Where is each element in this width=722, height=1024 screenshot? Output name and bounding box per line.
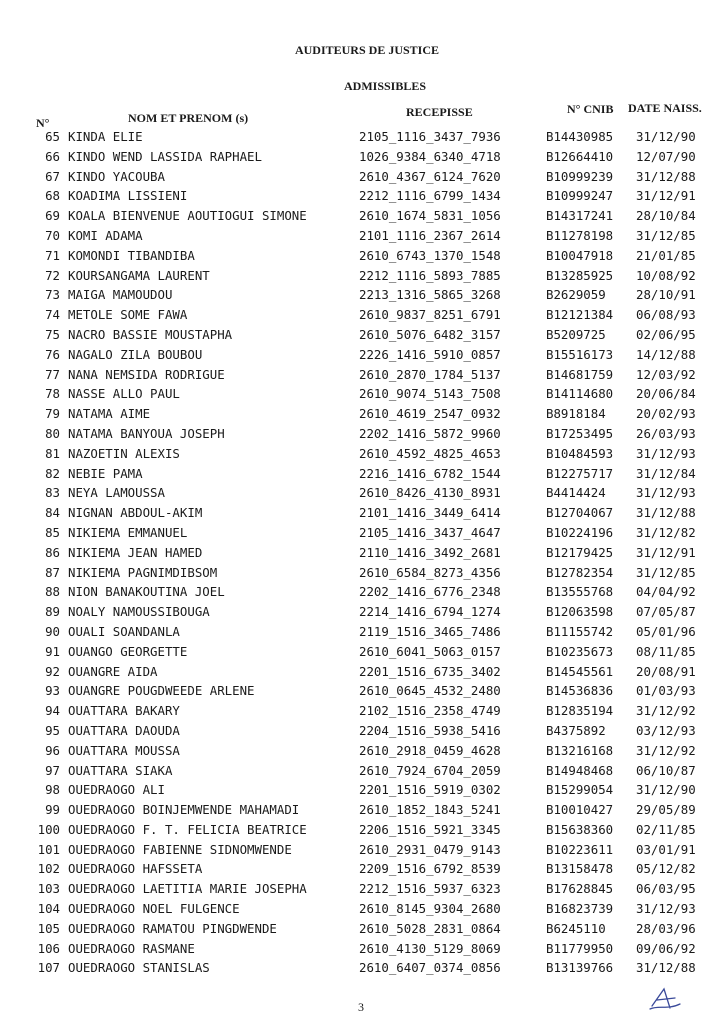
row-birth-date: 31/12/91 xyxy=(636,188,696,204)
row-name: KOALA BIENVENUE AOUTIOGUI SIMONE xyxy=(68,208,307,224)
row-receipt: 2201_1516_6735_3402 xyxy=(359,663,501,679)
row-cnib: B10010427 xyxy=(546,802,614,818)
row-name: NOALY NAMOUSSIBOUGA xyxy=(68,604,210,620)
row-cnib: B13139766 xyxy=(546,960,614,976)
row-name: OUATTARA MOUSSA xyxy=(68,742,180,758)
row-cnib: B14317241 xyxy=(546,208,614,224)
row-birth-date: 02/06/95 xyxy=(636,326,696,342)
row-number: 105 xyxy=(37,920,60,936)
row-name: OUEDRAOGO BOINJEMWENDE MAHAMADI xyxy=(68,802,300,818)
row-birth-date: 14/12/88 xyxy=(636,346,696,362)
row-number: 89 xyxy=(45,604,60,620)
table-row xyxy=(0,701,722,721)
row-number: 79 xyxy=(45,406,60,422)
row-name: KOMONDI TIBANDIBA xyxy=(68,247,195,263)
row-number: 73 xyxy=(45,287,60,303)
row-cnib: B13285925 xyxy=(546,267,614,283)
table-row xyxy=(0,384,722,404)
row-name: OUEDRAOGO HAFSSETA xyxy=(68,861,203,877)
table-row xyxy=(0,345,722,365)
row-birth-date: 31/12/92 xyxy=(636,703,696,719)
row-birth-date: 08/11/85 xyxy=(636,643,696,659)
row-number: 99 xyxy=(45,802,60,818)
row-receipt: 2610_1852_1843_5241 xyxy=(359,802,501,818)
row-birth-date: 28/10/91 xyxy=(636,287,696,303)
row-name: KOMI ADAMA xyxy=(68,227,143,243)
row-birth-date: 31/12/88 xyxy=(636,505,696,521)
row-birth-date: 03/01/91 xyxy=(636,841,696,857)
row-receipt: 2105_1116_3437_7936 xyxy=(359,129,501,144)
row-birth-date: 20/06/84 xyxy=(636,386,696,402)
document-title: AUDITEURS DE JUSTICE xyxy=(294,43,440,57)
row-cnib: B12704067 xyxy=(546,505,614,521)
row-receipt: 2212_1116_5893_7885 xyxy=(359,267,501,283)
row-number: 84 xyxy=(45,505,60,521)
row-name: OUANGO GEORGETTE xyxy=(68,643,188,659)
row-cnib: B6245110 xyxy=(546,920,606,936)
row-cnib: B12063598 xyxy=(546,604,614,620)
row-name: OUATTARA BAKARY xyxy=(68,703,180,719)
row-receipt: 2610_4130_5129_8069 xyxy=(359,940,501,956)
row-cnib: B14114680 xyxy=(546,386,614,402)
row-cnib: B10224196 xyxy=(546,524,614,540)
row-number: 80 xyxy=(45,425,60,441)
row-receipt: 2102_1516_2358_4749 xyxy=(359,703,501,719)
row-birth-date: 12/03/92 xyxy=(636,366,696,382)
table-row xyxy=(0,800,722,820)
row-birth-date: 31/12/93 xyxy=(636,901,696,917)
row-name: NEBIE PAMA xyxy=(68,465,143,481)
table-row xyxy=(0,879,722,899)
row-name: OUEDRAOGO ALI xyxy=(68,782,165,798)
signature-initial xyxy=(648,986,682,1012)
row-cnib: B12121384 xyxy=(546,307,614,323)
row-number: 70 xyxy=(45,227,60,243)
header-receipt: RECEPISSE xyxy=(406,105,473,119)
table-row xyxy=(0,186,722,206)
row-cnib: B14681759 xyxy=(546,366,614,382)
row-name: KOURSANGAMA LAURENT xyxy=(68,267,210,283)
row-birth-date: 06/03/95 xyxy=(636,881,696,897)
row-cnib: B4375892 xyxy=(546,722,606,738)
row-birth-date: 05/01/96 xyxy=(636,623,696,639)
row-number: 82 xyxy=(45,465,60,481)
row-cnib: B11779950 xyxy=(546,940,614,956)
row-receipt: 2202_1416_5872_9960 xyxy=(359,425,501,441)
document-subtitle: ADMISSIBLES xyxy=(343,79,427,93)
row-name: NASSE ALLO PAUL xyxy=(68,386,180,402)
row-birth-date: 31/12/92 xyxy=(636,742,696,758)
row-name: KOADIMA LISSIENI xyxy=(68,188,188,204)
row-name: OUEDRAOGO RASMANE xyxy=(68,940,195,956)
row-cnib: B12782354 xyxy=(546,564,614,580)
row-birth-date: 10/08/92 xyxy=(636,267,696,283)
row-birth-date: 31/12/88 xyxy=(636,168,696,184)
row-name: NION BANAKOUTINA JOEL xyxy=(68,584,225,600)
row-birth-date: 06/08/93 xyxy=(636,307,696,323)
row-birth-date: 06/10/87 xyxy=(636,762,696,778)
row-cnib: B13555768 xyxy=(546,584,614,600)
row-name: NATAMA AIME xyxy=(68,406,151,422)
row-cnib: B15638360 xyxy=(546,821,614,837)
row-receipt: 2610_6041_5063_0157 xyxy=(359,643,501,659)
row-receipt: 2202_1416_6776_2348 xyxy=(359,584,501,600)
row-number: 72 xyxy=(45,267,60,283)
table-row xyxy=(0,662,722,682)
row-birth-date: 31/12/93 xyxy=(636,485,696,501)
row-cnib: B13158478 xyxy=(546,861,614,877)
row-receipt: 2610_9837_8251_6791 xyxy=(359,307,501,323)
row-name: OUEDRAOGO NOEL FULGENCE xyxy=(68,901,240,917)
row-name: OUEDRAOGO STANISLAS xyxy=(68,960,210,976)
row-name: OUEDRAOGO LAETITIA MARIE JOSEPHA xyxy=(68,881,307,897)
row-cnib: B10999247 xyxy=(546,188,614,204)
row-cnib: B10999239 xyxy=(546,168,614,184)
row-name: OUATTARA DAOUDA xyxy=(68,722,180,738)
row-receipt: 2610_5076_6482_3157 xyxy=(359,326,501,342)
row-receipt: 2610_0645_4532_2480 xyxy=(359,683,501,699)
table-row xyxy=(0,266,722,286)
row-receipt: 2610_2918_0459_4628 xyxy=(359,742,501,758)
table-row xyxy=(0,404,722,424)
row-name: OUATTARA SIAKA xyxy=(68,762,173,778)
header-number: N° xyxy=(36,116,50,130)
row-number: 95 xyxy=(45,722,60,738)
row-name: NANA NEMSIDA RODRIGUE xyxy=(68,366,225,382)
row-birth-date: 20/02/93 xyxy=(636,406,696,422)
row-number: 86 xyxy=(45,544,60,560)
row-cnib: B12179425 xyxy=(546,544,614,560)
row-number: 88 xyxy=(45,584,60,600)
row-name: NAZOETIN ALEXIS xyxy=(68,445,180,461)
table-row xyxy=(0,642,722,662)
row-receipt: 2110_1416_3492_2681 xyxy=(359,544,501,560)
row-number: 76 xyxy=(45,346,60,362)
row-number: 93 xyxy=(45,683,60,699)
header-birth-date: DATE NAISS. xyxy=(628,101,702,115)
table-row xyxy=(0,226,722,246)
row-birth-date: 31/12/85 xyxy=(636,564,696,580)
row-cnib: B14430985 xyxy=(546,129,614,144)
row-birth-date: 28/10/84 xyxy=(636,208,696,224)
row-name: KINDO WEND LASSIDA RAPHAEL xyxy=(68,148,262,164)
row-birth-date: 09/06/92 xyxy=(636,940,696,956)
row-number: 91 xyxy=(45,643,60,659)
row-name: OUEDRAOGO F. T. FELICIA BEATRICE xyxy=(68,821,307,837)
table-row xyxy=(0,543,722,563)
row-birth-date: 01/03/93 xyxy=(636,683,696,699)
row-number: 81 xyxy=(45,445,60,461)
row-birth-date: 03/12/93 xyxy=(636,722,696,738)
table-row xyxy=(0,483,722,503)
row-cnib: B11155742 xyxy=(546,623,614,639)
table-row xyxy=(0,503,722,523)
row-name: NACRO BASSIE MOUSTAPHA xyxy=(68,326,233,342)
row-cnib: B5209725 xyxy=(546,326,606,342)
row-cnib: B4414424 xyxy=(546,485,606,501)
row-number: 83 xyxy=(45,485,60,501)
row-number: 65 xyxy=(45,129,60,144)
table-row xyxy=(0,285,722,305)
row-number: 94 xyxy=(45,703,60,719)
row-receipt: 2101_1416_3449_6414 xyxy=(359,505,501,521)
table-row xyxy=(0,840,722,860)
row-receipt: 2610_4592_4825_4653 xyxy=(359,445,501,461)
candidates-table xyxy=(0,127,722,978)
row-number: 97 xyxy=(45,762,60,778)
table-row xyxy=(0,899,722,919)
table-row xyxy=(0,305,722,325)
row-number: 98 xyxy=(45,782,60,798)
row-cnib: B12664410 xyxy=(546,148,614,164)
header-cnib: N° CNIB xyxy=(567,102,614,116)
row-cnib: B14536836 xyxy=(546,683,614,699)
row-name: KINDO YACOUBA xyxy=(68,168,165,184)
row-number: 106 xyxy=(37,940,60,956)
row-receipt: 2201_1516_5919_0302 xyxy=(359,782,501,798)
row-receipt: 2213_1316_5865_3268 xyxy=(359,287,501,303)
table-row xyxy=(0,325,722,345)
row-name: NAGALO ZILA BOUBOU xyxy=(68,346,203,362)
row-number: 74 xyxy=(45,307,60,323)
row-name: OUALI SOANDANLA xyxy=(68,623,180,639)
row-name: MAIGA MAMOUDOU xyxy=(68,287,173,303)
row-name: NIKIEMA PAGNIMDIBSOM xyxy=(68,564,218,580)
row-number: 67 xyxy=(45,168,60,184)
row-number: 104 xyxy=(37,901,60,917)
row-birth-date: 31/12/93 xyxy=(636,445,696,461)
row-name: OUEDRAOGO FABIENNE SIDNOMWENDE xyxy=(68,841,292,857)
row-cnib: B15299054 xyxy=(546,782,614,798)
row-receipt: 2119_1516_3465_7486 xyxy=(359,623,501,639)
table-row xyxy=(0,464,722,484)
row-cnib: B16823739 xyxy=(546,901,614,917)
row-birth-date: 07/05/87 xyxy=(636,604,696,620)
row-receipt: 1026_9384_6340_4718 xyxy=(359,148,501,164)
row-receipt: 2212_1516_5937_6323 xyxy=(359,881,501,897)
row-birth-date: 02/11/85 xyxy=(636,821,696,837)
table-row xyxy=(0,424,722,444)
row-name: NIGNAN ABDOUL-AKIM xyxy=(68,505,203,521)
row-birth-date: 20/08/91 xyxy=(636,663,696,679)
row-receipt: 2610_2870_1784_5137 xyxy=(359,366,501,382)
table-row xyxy=(0,721,722,741)
row-cnib: B2629059 xyxy=(546,287,606,303)
row-receipt: 2610_1674_5831_1056 xyxy=(359,208,501,224)
row-receipt: 2610_4619_2547_0932 xyxy=(359,406,501,422)
row-receipt: 2214_1416_6794_1274 xyxy=(359,604,501,620)
row-birth-date: 31/12/84 xyxy=(636,465,696,481)
row-birth-date: 29/05/89 xyxy=(636,802,696,818)
row-birth-date: 12/07/90 xyxy=(636,148,696,164)
table-row xyxy=(0,246,722,266)
row-receipt: 2610_6743_1370_1548 xyxy=(359,247,501,263)
row-receipt: 2209_1516_6792_8539 xyxy=(359,861,501,877)
row-number: 102 xyxy=(37,861,60,877)
row-birth-date: 31/12/82 xyxy=(636,524,696,540)
table-row xyxy=(0,127,722,147)
row-name: NIKIEMA JEAN HAMED xyxy=(68,544,203,560)
row-name: OUANGRE AIDA xyxy=(68,663,158,679)
row-receipt: 2610_8145_9304_2680 xyxy=(359,901,501,917)
row-number: 103 xyxy=(37,881,60,897)
row-number: 107 xyxy=(37,960,60,976)
row-receipt: 2610_4367_6124_7620 xyxy=(359,168,501,184)
row-cnib: B15516173 xyxy=(546,346,614,362)
row-birth-date: 31/12/90 xyxy=(636,782,696,798)
page-number: 3 xyxy=(358,1000,364,1014)
row-number: 66 xyxy=(45,148,60,164)
table-row xyxy=(0,365,722,385)
table-row xyxy=(0,206,722,226)
row-cnib: B13216168 xyxy=(546,742,614,758)
table-row xyxy=(0,958,722,978)
row-cnib: B10484593 xyxy=(546,445,614,461)
row-birth-date: 31/12/88 xyxy=(636,960,696,976)
row-number: 75 xyxy=(45,326,60,342)
row-receipt: 2610_6407_0374_0856 xyxy=(359,960,501,976)
row-number: 69 xyxy=(45,208,60,224)
table-row xyxy=(0,919,722,939)
row-name: NATAMA BANYOUA JOSEPH xyxy=(68,425,225,441)
row-birth-date: 31/12/85 xyxy=(636,227,696,243)
table-row xyxy=(0,602,722,622)
table-row xyxy=(0,582,722,602)
row-name: KINDA ELIE xyxy=(68,129,143,144)
row-number: 90 xyxy=(45,623,60,639)
table-row xyxy=(0,523,722,543)
row-receipt: 2216_1416_6782_1544 xyxy=(359,465,501,481)
row-receipt: 2610_9074_5143_7508 xyxy=(359,386,501,402)
row-cnib: B17253495 xyxy=(546,425,614,441)
table-row xyxy=(0,167,722,187)
row-birth-date: 04/04/92 xyxy=(636,584,696,600)
table-row xyxy=(0,939,722,959)
row-cnib: B10047918 xyxy=(546,247,614,263)
row-birth-date: 05/12/82 xyxy=(636,861,696,877)
table-row xyxy=(0,859,722,879)
row-number: 96 xyxy=(45,742,60,758)
row-name: NIKIEMA EMMANUEL xyxy=(68,524,188,540)
row-number: 71 xyxy=(45,247,60,263)
row-cnib: B12275717 xyxy=(546,465,614,481)
row-receipt: 2226_1416_5910_0857 xyxy=(359,346,501,362)
row-number: 85 xyxy=(45,524,60,540)
row-receipt: 2610_8426_4130_8931 xyxy=(359,485,501,501)
row-cnib: B14545561 xyxy=(546,663,614,679)
row-number: 101 xyxy=(37,841,60,857)
row-cnib: B10223611 xyxy=(546,841,614,857)
table-row xyxy=(0,741,722,761)
row-cnib: B8918184 xyxy=(546,406,606,422)
table-row xyxy=(0,681,722,701)
row-receipt: 2610_5028_2831_0864 xyxy=(359,920,501,936)
row-number: 77 xyxy=(45,366,60,382)
row-cnib: B12835194 xyxy=(546,703,614,719)
row-birth-date: 31/12/91 xyxy=(636,544,696,560)
row-number: 100 xyxy=(37,821,60,837)
row-birth-date: 21/01/85 xyxy=(636,247,696,263)
row-receipt: 2204_1516_5938_5416 xyxy=(359,722,501,738)
table-row xyxy=(0,780,722,800)
row-receipt: 2610_6584_8273_4356 xyxy=(359,564,501,580)
row-receipt: 2212_1116_6799_1434 xyxy=(359,188,501,204)
row-cnib: B17628845 xyxy=(546,881,614,897)
row-number: 78 xyxy=(45,386,60,402)
row-name: NEYA LAMOUSSA xyxy=(68,485,165,501)
table-row xyxy=(0,761,722,781)
row-cnib: B14948468 xyxy=(546,762,614,778)
row-cnib: B11278198 xyxy=(546,227,614,243)
row-receipt: 2610_7924_6704_2059 xyxy=(359,762,501,778)
row-receipt: 2610_2931_0479_9143 xyxy=(359,841,501,857)
table-row xyxy=(0,622,722,642)
row-number: 68 xyxy=(45,188,60,204)
row-name: METOLE SOME FAWA xyxy=(68,307,188,323)
row-name: OUANGRE POUGDWEEDE ARLENE xyxy=(68,683,255,699)
table-row xyxy=(0,147,722,167)
row-receipt: 2105_1416_3437_4647 xyxy=(359,524,501,540)
row-receipt: 2206_1516_5921_3345 xyxy=(359,821,501,837)
table-row xyxy=(0,820,722,840)
row-name: OUEDRAOGO RAMATOU PINGDWENDE xyxy=(68,920,277,936)
row-cnib: B10235673 xyxy=(546,643,614,659)
row-birth-date: 31/12/90 xyxy=(636,129,696,144)
table-row xyxy=(0,563,722,583)
row-birth-date: 28/03/96 xyxy=(636,920,696,936)
row-receipt: 2101_1116_2367_2614 xyxy=(359,227,501,243)
table-row xyxy=(0,444,722,464)
row-number: 92 xyxy=(45,663,60,679)
header-name: NOM ET PRENOM (s) xyxy=(128,111,249,125)
row-birth-date: 26/03/93 xyxy=(636,425,696,441)
row-number: 87 xyxy=(45,564,60,580)
